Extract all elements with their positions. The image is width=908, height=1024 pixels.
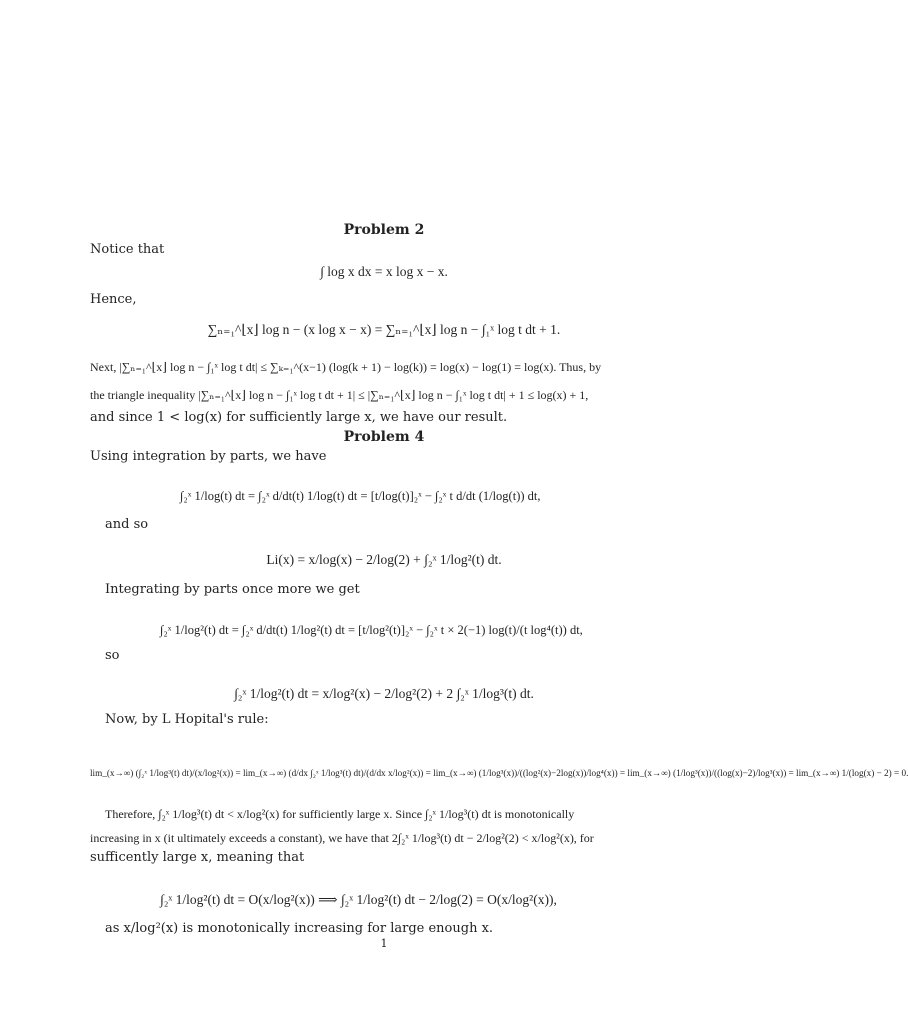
triangle-inequality-line: the triangle inequality |∑ₙ₌₁^⌊x⌋ log n − ∫₁ˣ log t dt + 1| ≤ |∑ₙ₌₁^⌊x⌋ log n − ∫₁ˣ log t dt| + 1 ≤ log(x) + 1, [90, 388, 589, 402]
limit-equation: lim_(x→∞) (∫₂ˣ 1/log³(t) dt)/(x/log²(x)) = lim_(x→∞) (d/dx ∫₂ˣ 1/log³(t) dt)/(d/dx x/log²(x)) = lim_(x→∞) (1/log³(x))/((log²(x)−2log(x))/log⁴(x)) = lim_(x→∞) (1/log³(x))/((log(x)−2)/log³(x)) = lim_(x→∞) 1/(log(x) − 2) = 0. [90, 768, 908, 778]
parts-equation-1: ∫₂ˣ 1/log(t) dt = ∫₂ˣ d/dt(t) 1/log(t) dt = [t/log(t)]₂ˣ − ∫₂ˣ t d/dt (1/log(t)) dt, [180, 489, 541, 503]
parts-equation-2: ∫₂ˣ 1/log²(t) dt = ∫₂ˣ d/dt(t) 1/log²(t) dt = [t/log²(t)]₂ˣ − ∫₂ˣ t × 2(−1) log(t)/(t log⁴(t)) dt, [160, 623, 583, 637]
problem-4-heading: Problem 4 [343, 429, 425, 445]
big-o-equation: ∫₂ˣ 1/log²(t) dt = O(x/log²(x)) ⟹ ∫₂ˣ 1/log²(t) dt − 2/log(2) = O(x/log²(x)), [160, 892, 557, 907]
li-equation: Li(x) = x/log(x) − 2/log(2) + ∫₂ˣ 1/log²(t) dt. [266, 552, 502, 567]
integration-by-parts-intro: Using integration by parts, we have [90, 449, 327, 464]
and-so-text: and so [105, 517, 149, 532]
conclusion-text: and since 1 < log(x) for sufficiently large x, we have our result. [90, 410, 508, 425]
hence-text: Hence, [90, 292, 137, 307]
therefore-line: Therefore, ∫₂ˣ 1/log³(t) dt < x/log²(x) for sufficiently large x. Since ∫₂ˣ 1/log³(t) dt is monotonically [105, 807, 575, 821]
integral-log-equation: ∫ log x dx = x log x − x. [320, 264, 448, 279]
increasing-line: increasing in x (it ultimately exceeds a constant), we have that 2∫₂ˣ 1/log³(t) dt − 2/log²(2) < x/log²(x), for [90, 831, 594, 845]
sufficently-line: sufficently large x, meaning that [90, 850, 305, 865]
notice-text: Notice that [90, 242, 165, 257]
log-squared-integral-equation: ∫₂ˣ 1/log²(t) dt = x/log²(x) − 2/log²(2) + 2 ∫₂ˣ 1/log³(t) dt. [234, 686, 534, 701]
hopital-text: Now, by L Hopital's rule: [105, 712, 269, 727]
integrating-again-text: Integrating by parts once more we get [105, 582, 360, 597]
page-number: 1 [380, 937, 388, 950]
so-text: so [105, 648, 120, 663]
final-text: as x/log²(x) is monotonically increasing for large enough x. [105, 921, 494, 936]
problem-2-heading: Problem 2 [343, 222, 425, 238]
next-bound-line: Next, |∑ₙ₌₁^⌊x⌋ log n − ∫₁ˣ log t dt| ≤ ∑ₖ₌₁^(x−1) (log(k + 1) − log(k)) = log(x) − log(1) = log(x). Thus, by [90, 360, 602, 374]
sum-log-equation: ∑ₙ₌₁^⌊x⌋ log n − (x log x − x) = ∑ₙ₌₁^⌊x⌋ log n − ∫₁ˣ log t dt + 1. [207, 322, 561, 337]
